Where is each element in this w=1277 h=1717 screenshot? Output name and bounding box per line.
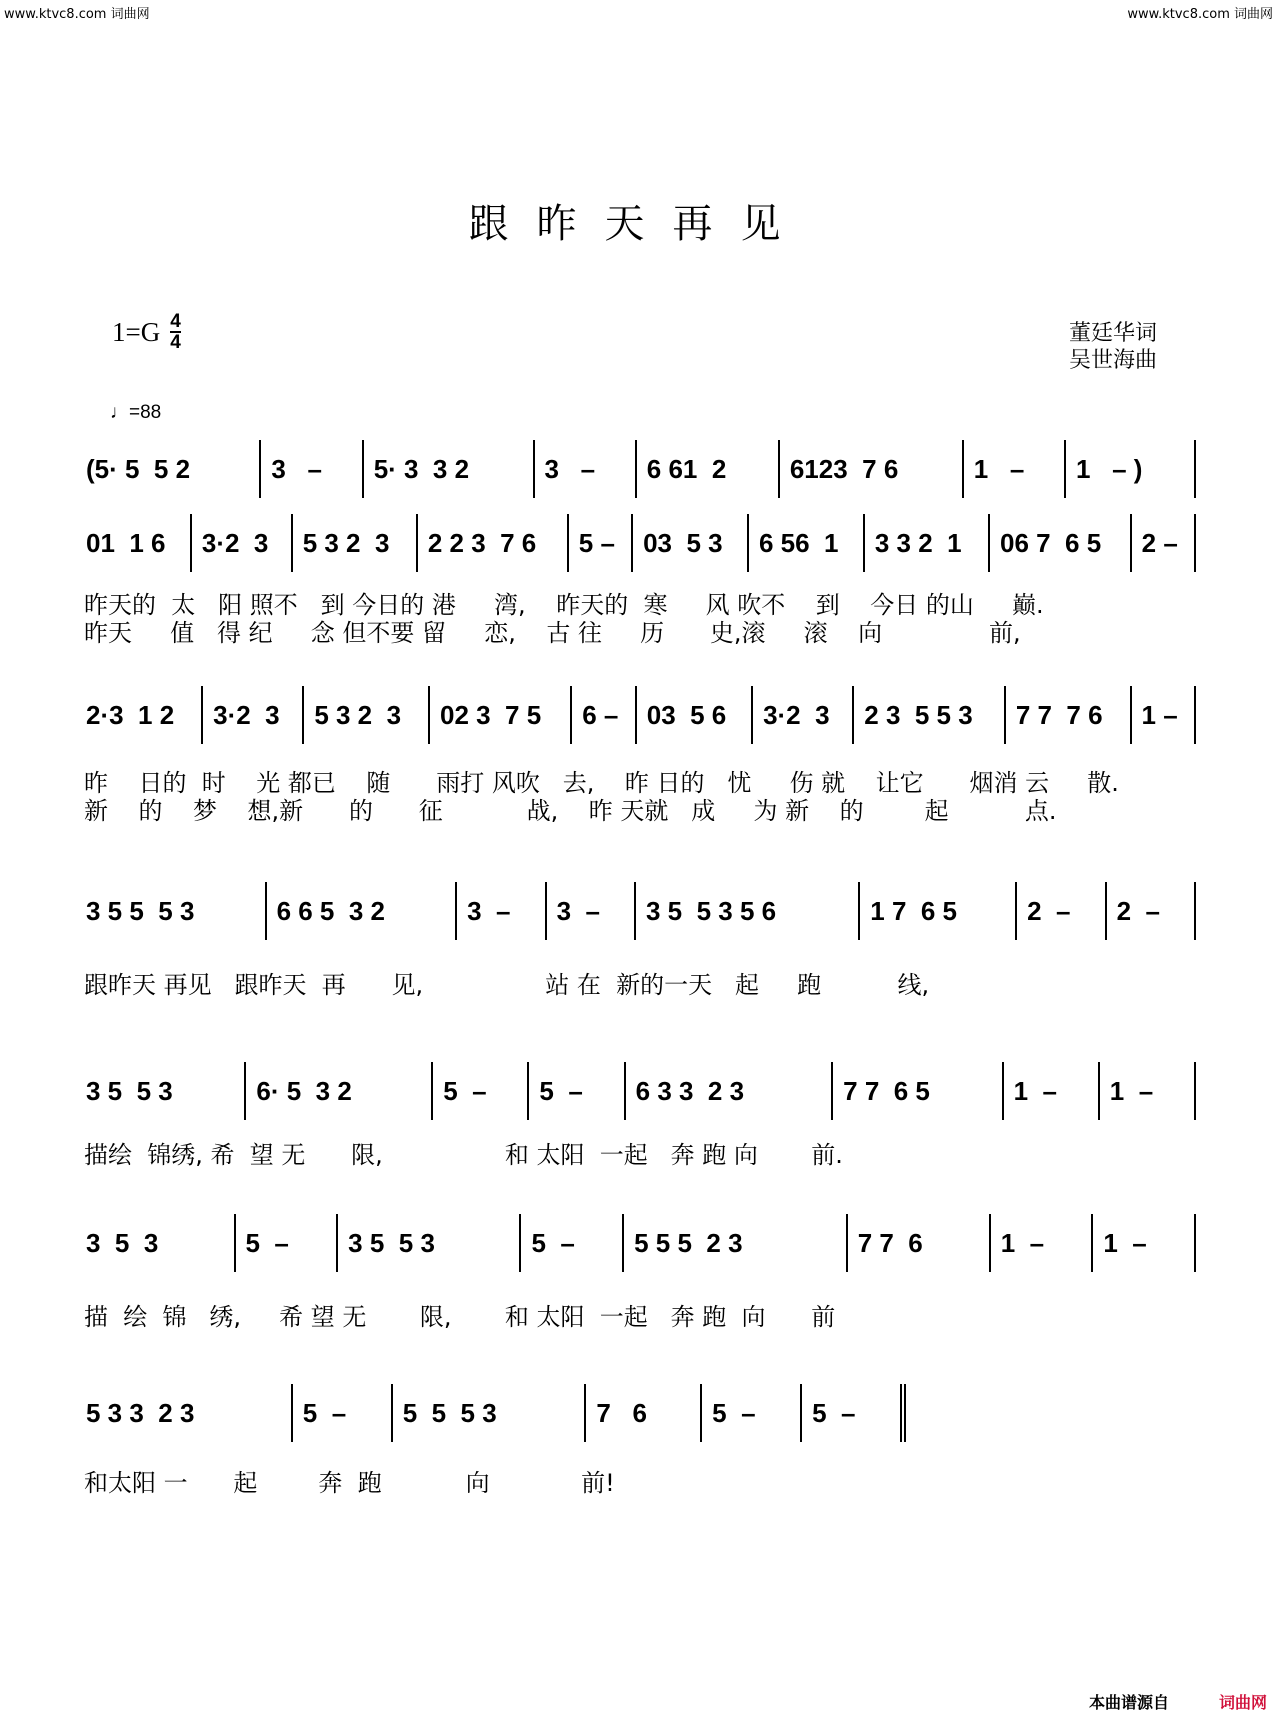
measure: 3·2 3 xyxy=(753,686,854,744)
measure: (5· 5 5 2 xyxy=(86,440,261,498)
time-sig-bottom: 4 xyxy=(170,332,181,353)
footer-brand: 词曲网 xyxy=(1218,1693,1267,1712)
watermark-left: www.ktvc8.com 词曲网 xyxy=(4,7,150,22)
lyrics-line: 昨 日的 时 光 都已 随 雨打 风吹 去, 昨 日的 忧 伤 就 让它 烟消 云 散. xyxy=(84,769,1119,797)
measure: 6 – xyxy=(572,686,637,744)
measure: 6 3 3 2 3 xyxy=(626,1062,834,1120)
tempo-marking: ♩=88 xyxy=(110,402,162,423)
measure: 2 – xyxy=(1132,514,1196,572)
measure: 3 3 2 1 xyxy=(865,514,990,572)
measure: 5 – xyxy=(702,1384,802,1442)
measure: 3 – xyxy=(547,882,636,940)
measure: 6 61 2 xyxy=(637,440,780,498)
measure: 2·3 1 2 xyxy=(86,686,203,744)
measure: 06 7 6 5 xyxy=(990,514,1132,572)
measure: 2 3 5 5 3 xyxy=(854,686,1006,744)
measure: 5 – xyxy=(293,1384,393,1442)
measure: 6 6 5 3 2 xyxy=(267,882,458,940)
measure: 5 3 3 2 3 xyxy=(86,1384,293,1442)
measure: 3 – xyxy=(261,440,363,498)
score-row xyxy=(86,1214,1196,1272)
measure: 5 – xyxy=(529,1062,625,1120)
measure: 2 2 3 7 6 xyxy=(418,514,569,572)
composer: 吴世海曲 xyxy=(1068,348,1157,373)
measure: 7 7 7 6 xyxy=(1006,686,1132,744)
measure: 3 – xyxy=(535,440,637,498)
measure: 3 5 5 3 5 6 xyxy=(636,882,860,940)
measure: 5 – xyxy=(802,1384,906,1442)
lyrics-line: 昨天 值 得 纪 念 但不要 留 恋, 古 往 历 史,滚 滚 向 前, xyxy=(84,619,1021,647)
measure: 3·2 3 xyxy=(192,514,293,572)
measure: 5 5 5 3 xyxy=(393,1384,587,1442)
score-row xyxy=(86,514,1196,572)
measure: 01 1 6 xyxy=(86,514,192,572)
measure: 3·2 3 xyxy=(203,686,304,744)
measure: 5 3 2 3 xyxy=(304,686,430,744)
measure: 1 – xyxy=(1100,1062,1196,1120)
measure: 5 – xyxy=(433,1062,529,1120)
watermark-right: www.ktvc8.com 词曲网 xyxy=(1127,7,1273,22)
measure: 1 – xyxy=(1132,686,1197,744)
song-title: 跟昨天再见 xyxy=(468,201,809,247)
measure: 1 7 6 5 xyxy=(860,882,1017,940)
key-label: 1=G xyxy=(112,316,161,347)
measure: 1 – xyxy=(964,440,1066,498)
measure: 3 5 5 5 3 xyxy=(86,882,267,940)
measure: 3 5 5 3 xyxy=(338,1214,521,1272)
measure: 5 3 2 3 xyxy=(293,514,418,572)
measure: 5 – xyxy=(521,1214,624,1272)
measure: 5 – xyxy=(236,1214,339,1272)
measure: 5· 3 3 2 xyxy=(364,440,535,498)
measure: 6 56 1 xyxy=(749,514,865,572)
measure: 6· 5 3 2 xyxy=(246,1062,433,1120)
footer xyxy=(1089,1690,1267,1713)
measure: 02 3 7 5 xyxy=(430,686,572,744)
measure: 6123 7 6 xyxy=(780,440,964,498)
lyrics-line: 描绘 锦绣, 希 望 无 限, 和 太阳 一起 奔 跑 向 前. xyxy=(84,1141,843,1169)
measure: 03 5 3 xyxy=(633,514,749,572)
measure: 7 7 6 5 xyxy=(833,1062,1003,1120)
measure: 5 5 5 2 3 xyxy=(624,1214,848,1272)
score-row xyxy=(86,686,1196,744)
measure: 7 7 6 xyxy=(848,1214,991,1272)
measure: 5 – xyxy=(569,514,633,572)
lyrics-line: 新 的 梦 想,新 的 征 战, 昨 天就 成 为 新 的 起 点. xyxy=(84,797,1057,825)
time-signature xyxy=(170,312,181,352)
score-row xyxy=(86,1384,906,1442)
footer-source: 本曲谱源自 xyxy=(1088,1693,1169,1712)
time-sig-top: 4 xyxy=(170,311,181,332)
measure: 3 5 3 xyxy=(86,1214,236,1272)
measure: 2 – xyxy=(1017,882,1106,940)
measure: 7 6 xyxy=(586,1384,702,1442)
measure: 3 5 5 3 xyxy=(86,1062,246,1120)
measure: 3 – xyxy=(457,882,546,940)
lyrics-line: 和太阳 一 起 奔 跑 向 前! xyxy=(84,1469,615,1497)
lyrics-line: 描 绘 锦 绣, 希 望 无 限, 和 太阳 一起 奔 跑 向 前 xyxy=(84,1303,836,1331)
lyrics-line: 昨天的 太 阳 照不 到 今日的 港 湾, 昨天的 寒 风 吹不 到 今日 的山 巅. xyxy=(84,591,1044,619)
score-row xyxy=(86,882,1196,940)
measure: 03 5 6 xyxy=(637,686,753,744)
key-signature xyxy=(112,312,181,352)
measure: 1 – xyxy=(1093,1214,1196,1272)
measure: 1 – ) xyxy=(1066,440,1196,498)
measure: 1 – xyxy=(991,1214,1094,1272)
measure: 1 – xyxy=(1004,1062,1100,1120)
lyricist: 董廷华词 xyxy=(1068,321,1157,346)
score-row xyxy=(86,1062,1196,1120)
measure: 2 – xyxy=(1107,882,1196,940)
score-row xyxy=(86,440,1196,498)
lyrics-line: 跟昨天 再见 跟昨天 再 见, 站 在 新的一天 起 跑 线, xyxy=(84,971,930,999)
credits xyxy=(1069,320,1157,374)
